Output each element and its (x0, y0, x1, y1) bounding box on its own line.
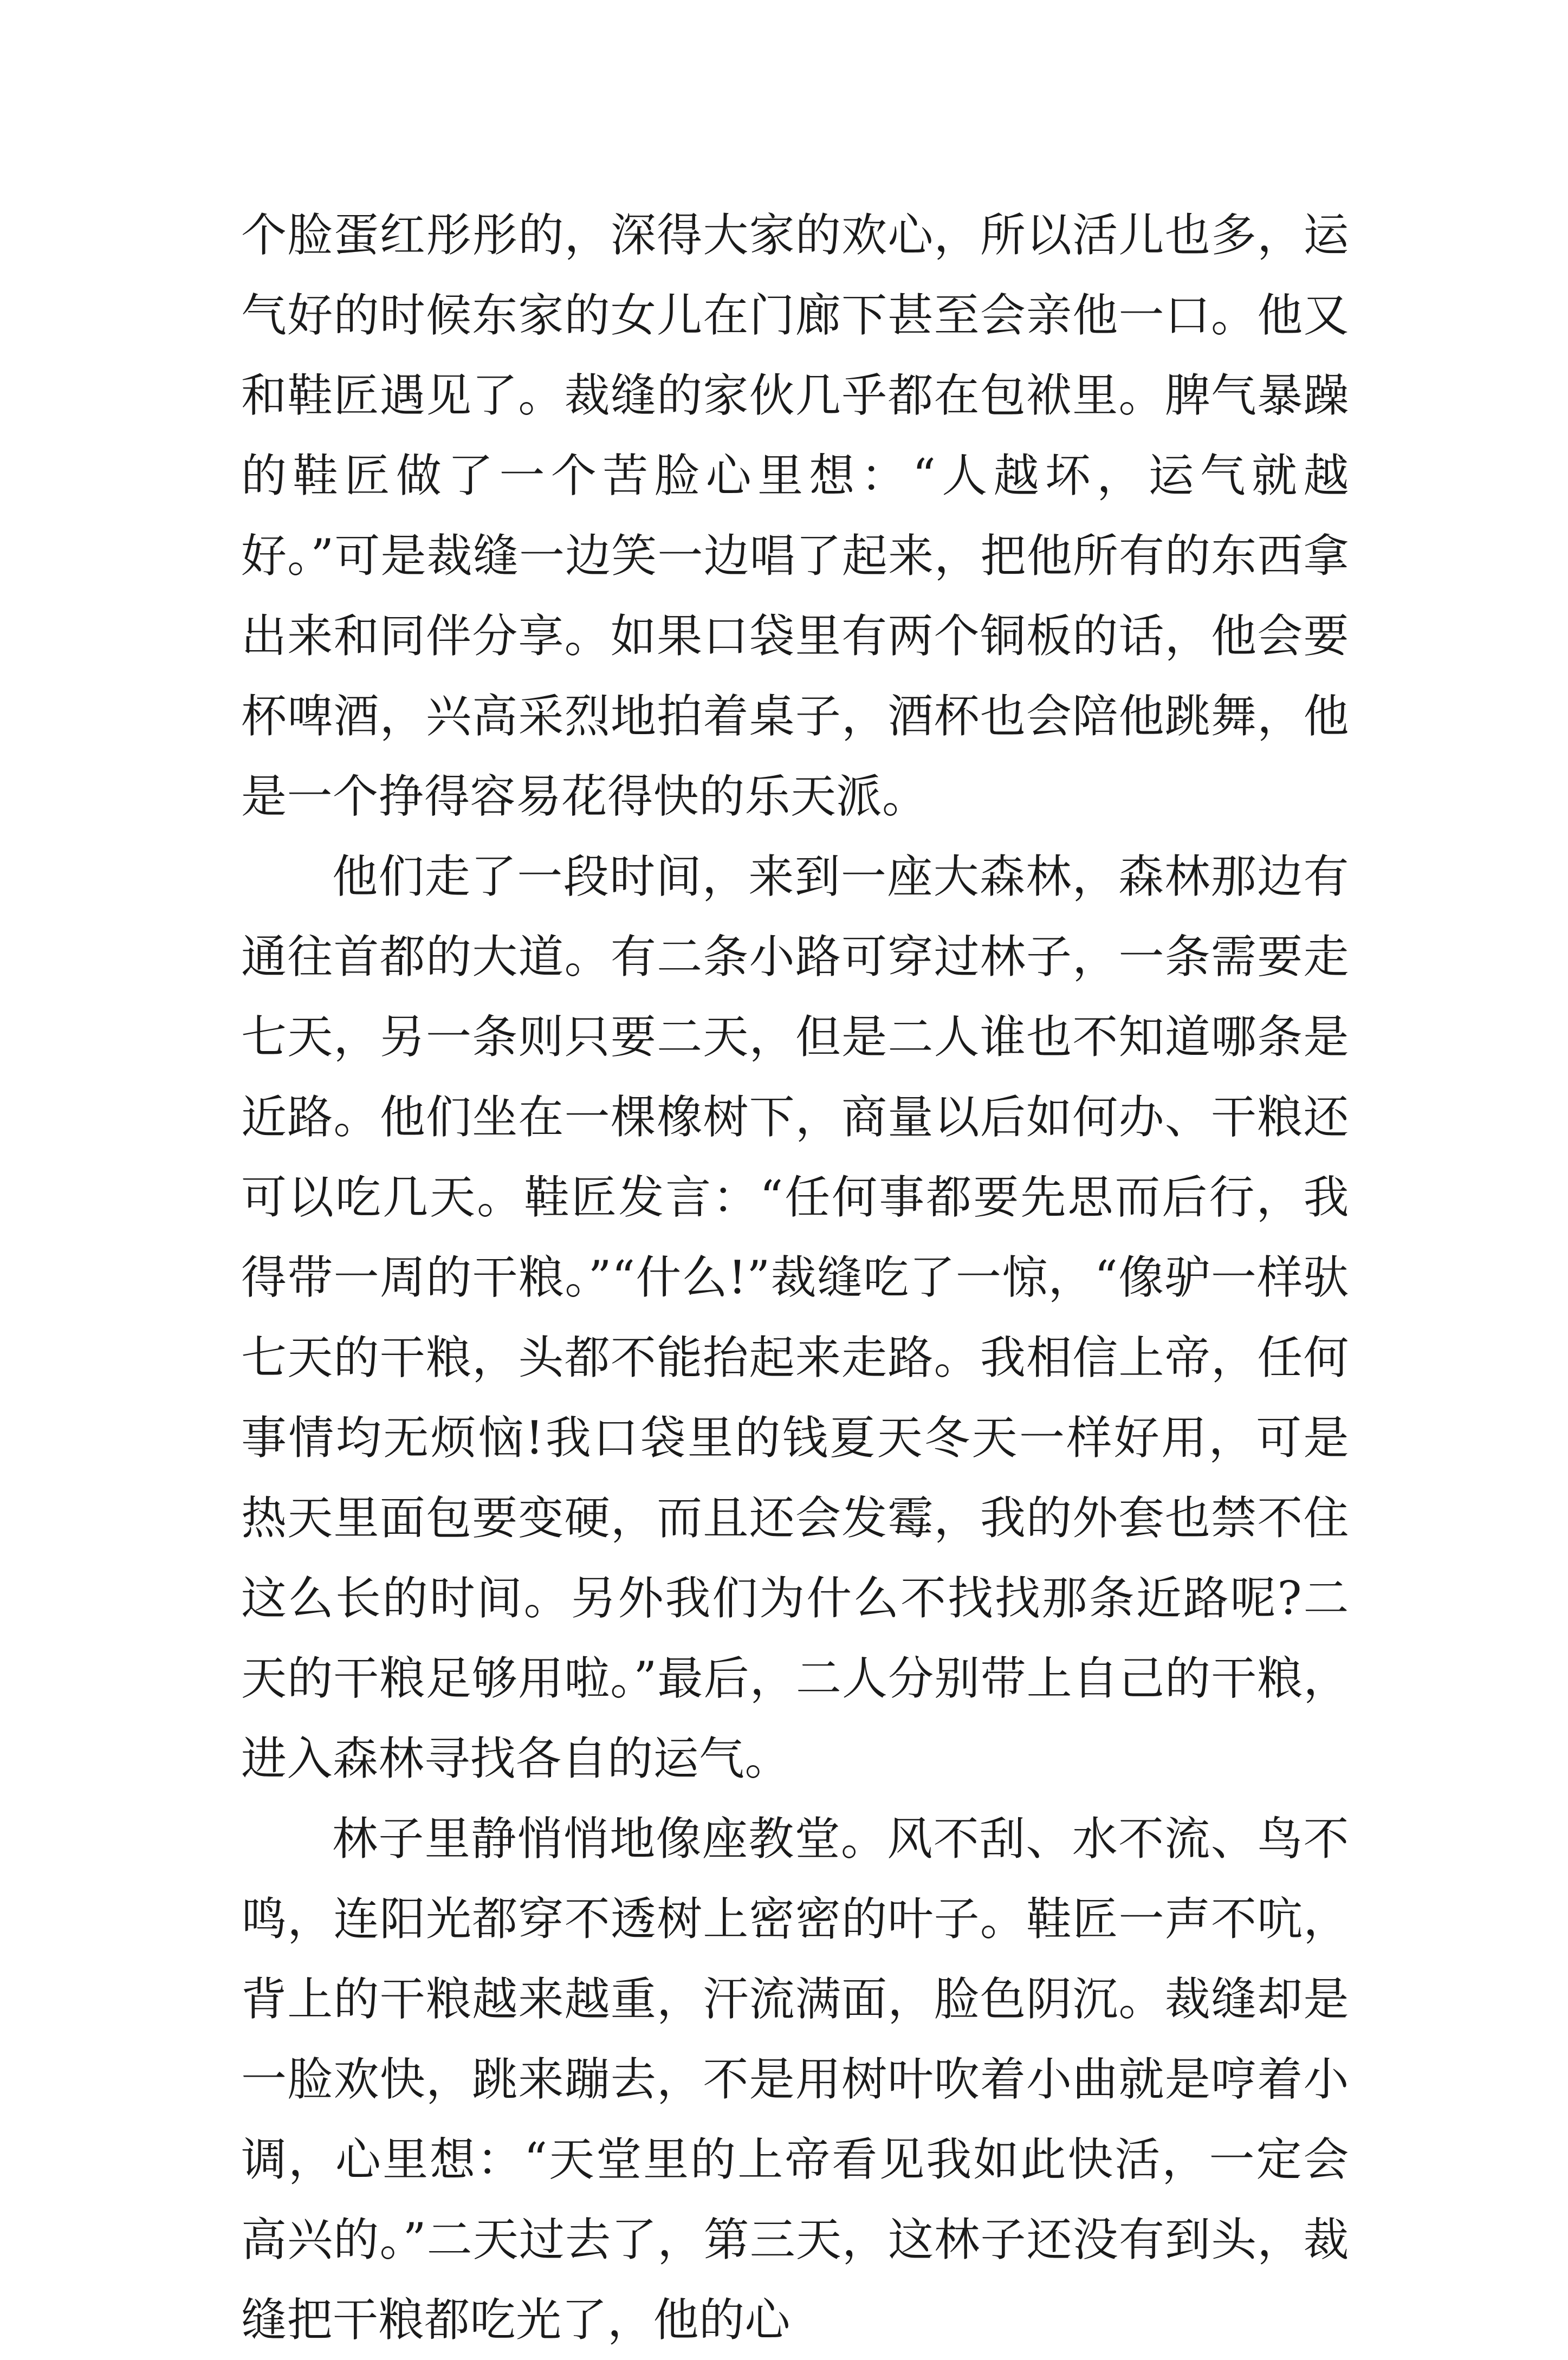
paragraph-3: 林子里静悄悄地像座教堂。风不刮、水不流、鸟不鸣，连阳光都穿不透树上密密的叶子。鞋匠一声不吭，背上的干粮越来越重，汗流满面，脸色阴沉。裁缝却是一脸欢快，跳来蹦去，不是用树叶吹着小曲就是哼着小调，心里想：“天堂里的上帝看见我如此快活，一定会高兴的。”二天过去了，第三天，这林子还没有到头，裁缝把干粮都吃光了，他的心 (241, 1812, 1349, 2346)
paragraph-1: 个脸蛋红彤彤的，深得大家的欢心，所以活儿也多，运气好的时候东家的女儿在门廊下甚至会亲他一口。他又和鞋匠遇见了。裁缝的家伙几乎都在包袱里。脾气暴躁的鞋匠做了一个苦脸心里想：“人越坏，运气就越好。”可是裁缝一边笑一边唱了起来，把他所有的东西拿出来和同伴分享。如果口袋里有两个铜板的话，他会要杯啤酒，兴高采烈地拍着桌子，酒杯也会陪他跳舞，他是一个挣得容易花得快的乐天派。 (241, 209, 1349, 823)
paragraph-2: 他们走了一段时间，来到一座大森林，森林那边有通往首都的大道。有二条小路可穿过林子，一条需要走七天，另一条则只要二天，但是二人谁也不知道哪条是近路。他们坐在一棵橡树下，商量以后如何办、干粮还可以吃几天。鞋匠发言：“任何事都要先思而后行，我得带一周的干粮。”“什么!”裁缝吃了一惊，“像驴一样驮七天的干粮，头都不能抬起来走路。我相信上帝，任何事情均无烦恼!我口袋里的钱夏天冬天一样好用，可是热天里面包要变硬，而且还会发霉，我的外套也禁不住这么长的时间。另外我们为什么不找找那条近路呢?二天的干粮足够用啦。”最后，二人分别带上自己的干粮，进入森林寻找各自的运气。 (241, 850, 1349, 1785)
body-text (241, 195, 1349, 2360)
